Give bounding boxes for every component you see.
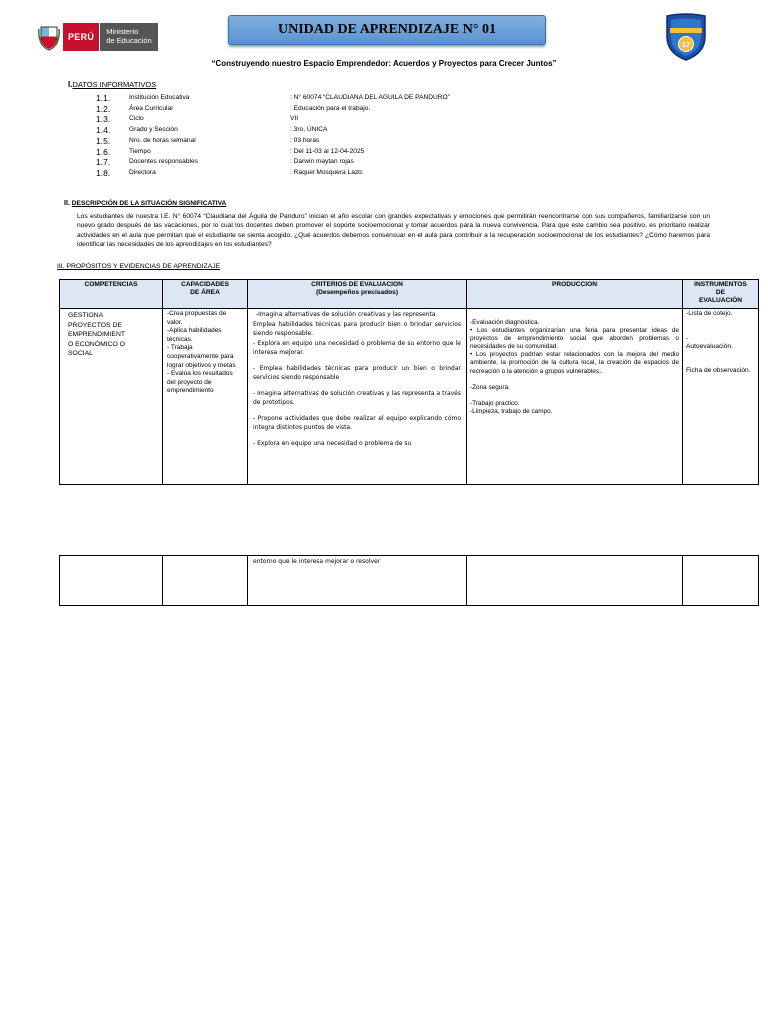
info-value: : 3ro, ÚNICA [290, 126, 328, 133]
evidence-table-continued [59, 555, 759, 606]
info-label: Docentes responsables [129, 158, 198, 165]
info-label: Institución Educativa [129, 94, 190, 101]
situation-description: Los estudiantes de nuestra I.E. N° 60074 “Claudiana del Águila de Panduro” inician el año escolar con grandes expectativas y emociones que permitirán reencontrarse con sus compañeros, familiarizarse con un nuevo grado después de las vacaciones, por lo cual los docentes deben promover el soporte socioemocional y tomar acuerdos para la nueva convivencia. Para que este cambio sea positivo, es prioritario realizar actividades en el aula que permitan que el estudiante se sienta acogido. ¿Qué acuerdos debemos consensuar en el aula para contribuir a la recuperación socioemocional de los estudiantes? ¿Cómo haremos para identificar las necesidades de los aprendizajes en los estudiantes? [77, 213, 710, 248]
table-row [60, 309, 759, 485]
header-competencias: COMPETENCIAS [60, 280, 163, 309]
info-value: : Raquel Mosquera Lazo. [290, 169, 364, 176]
info-row [96, 93, 656, 103]
evidence-table [59, 279, 759, 485]
ministry-logo [38, 22, 158, 52]
info-value: : 03 horas [290, 137, 320, 144]
info-row [96, 157, 656, 167]
table-row [60, 556, 759, 606]
header-produccion: PRODUCCION [467, 280, 683, 309]
info-label: Área Curricular [129, 105, 174, 112]
info-row [96, 104, 656, 114]
header-capacidades: CAPACIDADES DE ÁREA [163, 280, 248, 309]
section-1-heading: I.DATOS INFORMATIVOS [68, 80, 157, 89]
info-label: Grado y Sección [129, 126, 178, 133]
section-2-heading: II. DESCRIPCIÓN DE LA SITUACIÓN SIGNIFICATIVA [64, 200, 227, 207]
unit-subtitle: “Construyendo nuestro Espacio Emprendedor: Acuerdos y Proyectos para Crecer Juntos” [211, 59, 557, 68]
info-row [96, 147, 656, 157]
info-value: : Educación para el trabajo. [290, 105, 371, 112]
info-row [96, 114, 656, 124]
ministry-label: Ministerio de Educación [100, 23, 157, 51]
info-number: 1.5. [96, 136, 111, 146]
info-number: 1.3. [96, 114, 111, 124]
header-criterios: CRITERIOS DE EVALUACION (Desempeños precisados) [248, 280, 467, 309]
info-number: 1.4. [96, 125, 111, 135]
info-value: VII [290, 115, 299, 122]
school-badge-icon [664, 13, 708, 61]
peru-label: PERÚ [63, 23, 99, 51]
info-label: Directora [129, 169, 156, 176]
info-value: : N° 60074 “CLAUDIANA DEL AGUILA DE PANDURO” [290, 94, 450, 101]
info-number: 1.7. [96, 157, 111, 167]
info-value: : Del 11-03 al 12-04-2025 [290, 148, 365, 155]
criterios-continued-cell: entorno que le interesa mejorar o resolver [248, 556, 467, 606]
coat-of-arms-icon [38, 23, 60, 51]
info-number: 1.6. [96, 147, 111, 157]
info-label: Ciclo [129, 115, 144, 122]
info-number: 1.8. [96, 168, 111, 178]
info-row [96, 168, 656, 178]
info-label: Tiempo [129, 148, 151, 155]
header-instrumentos: INSTRUMENTOS DE EVALUACIÓN [683, 280, 759, 309]
document-title: UNIDAD DE APRENDIZAJE N° 01 [228, 15, 546, 45]
info-row [96, 136, 656, 146]
info-value: : Darwin maytan rojas [290, 158, 354, 165]
table-header-row [60, 280, 759, 309]
info-label: Nro. de horas semanal [129, 137, 196, 144]
criterios-cell: -Imagina alternativas de solución creativas y las representa Emplea habilidades técnicas para producir bien o brindar servicios siendo responsable. - Explora en equipo una necesidad o problema de su entorno que le interesa mejorar. - Emplea habilidades técnicas para producir un bien o brindar servicios siendo responsable - Imagina alternativas de solución creativas y las representa a través de prototipos. - Propone actividades que debe realizar el equipo explicando cómo integra distintos puntos de vista. - Explora en equipo una necesidad o problema de su [248, 309, 467, 485]
badge-number: 17 [681, 40, 691, 49]
section-3-heading: III. PROPÓSITOS Y EVIDENCIAS DE APRENDIZAJE [57, 263, 221, 270]
info-row [96, 125, 656, 135]
instrumentos-cell: -Lista de cotejo. - Autoevaluación. Ficha de observación. [683, 309, 759, 485]
info-number: 1.2. [96, 104, 111, 114]
competencia-cell: GESTIONA PROYECTOS DE EMPRENDIMIENT O ECONÓMICO O SOCIAL [60, 309, 163, 485]
capacidades-cell: -Crea propuestas de valor. -Aplica habilidades técnicas. - Trabaja cooperativamente para lograr objetivos y metas - Evalúa los resultados del proyecto de emprendimiento [163, 309, 248, 485]
info-number: 1.1. [96, 93, 111, 103]
produccion-cell: -Evaluación diagnóstica. • Los estudiantes organizarían una feria para presentar ideas de proyectos de emprendimiento social que aborden problemas o necesidades de su comunidad. • Los proyectos podrían estar relacionados con la mejora del medio ambiente, la promoción de la cultura local, la creación de espacios de recreación o la atención a grupos vulnerables.. -Zona segura. -Trabajo practico. -Limpieza, trabajo de campo. [467, 309, 683, 485]
